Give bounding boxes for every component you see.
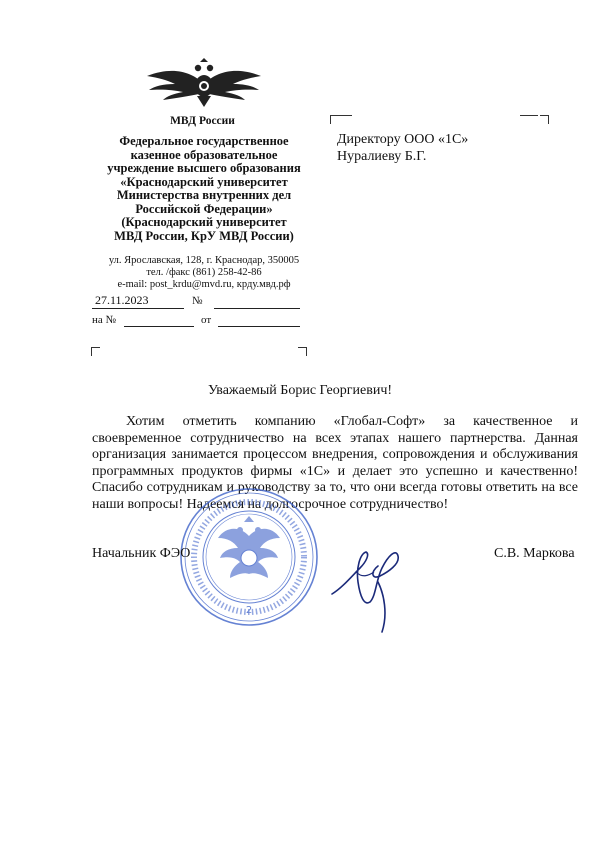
org-short-name: МВД России: [170, 115, 235, 127]
number-label: №: [192, 295, 203, 307]
org-line: Федеральное государственное: [119, 134, 289, 148]
official-seal-icon: [178, 486, 320, 628]
svg-text:2: 2: [245, 605, 253, 616]
from-label: от: [201, 314, 212, 326]
corner-mark: [91, 347, 100, 356]
corner-mark: [298, 347, 307, 356]
org-email: e-mail: post_krdu@mvd.ru, крду.мвд.рф: [117, 278, 291, 290]
letter-body: [92, 414, 578, 514]
org-line: учреждение высшего образования: [107, 161, 301, 175]
addressee-block: [337, 132, 468, 165]
org-line: Российской Федерации»: [135, 201, 273, 216]
org-full-name: [84, 135, 324, 243]
org-line: МВД России, КрУ МВД России): [114, 228, 294, 243]
signer-position: Начальник ФЭО: [92, 546, 191, 561]
corner-mark: [330, 115, 339, 124]
addressee-line: Директору ООО «1С»: [337, 132, 469, 147]
date-underline: [92, 308, 184, 309]
addressee-line: Нуралиеву Б.Г.: [337, 148, 427, 164]
on-number-label: на №: [92, 314, 117, 326]
org-line: Министерства внутренних дел: [116, 188, 292, 202]
handwritten-signature-icon: [326, 532, 416, 637]
org-line: казенное образовательное: [130, 147, 278, 162]
org-phone: тел. /факс (861) 258-42-86: [146, 266, 262, 278]
mvd-emblem-icon: [143, 58, 265, 108]
org-contacts: [84, 255, 324, 290]
salutation: Уважаемый Борис Георгиевич!: [207, 383, 393, 398]
letter-paragraph: Хотим отметить компанию «Глобал-Софт» за качественное и своевременное сотрудничество на всех этапах нашего партнерства. Данная организация занимается процессом внедрения, сопровождения и обслуживания программных продуктов фирмы «1С» и делает это успешно и качественно! Спасибо сотрудникам и руководству за то, что они всегда готовы ответить на все наши вопросы! Надеемся на долгосрочное сотрудничество!: [92, 414, 578, 512]
corner-mark: [540, 115, 549, 124]
signer-name: С.В. Маркова: [494, 546, 575, 561]
number-underline: [214, 308, 300, 309]
from-underline: [218, 326, 300, 327]
org-line: (Краснодарский университет: [121, 215, 287, 229]
org-line: «Краснодарский университет: [120, 174, 288, 189]
letter-date: 27.11.2023: [95, 293, 149, 307]
corner-line: [336, 115, 352, 116]
corner-line: [520, 115, 538, 116]
on-number-underline: [124, 326, 194, 327]
org-address: ул. Ярославская, 128, г. Краснодар, 350005: [108, 255, 300, 266]
